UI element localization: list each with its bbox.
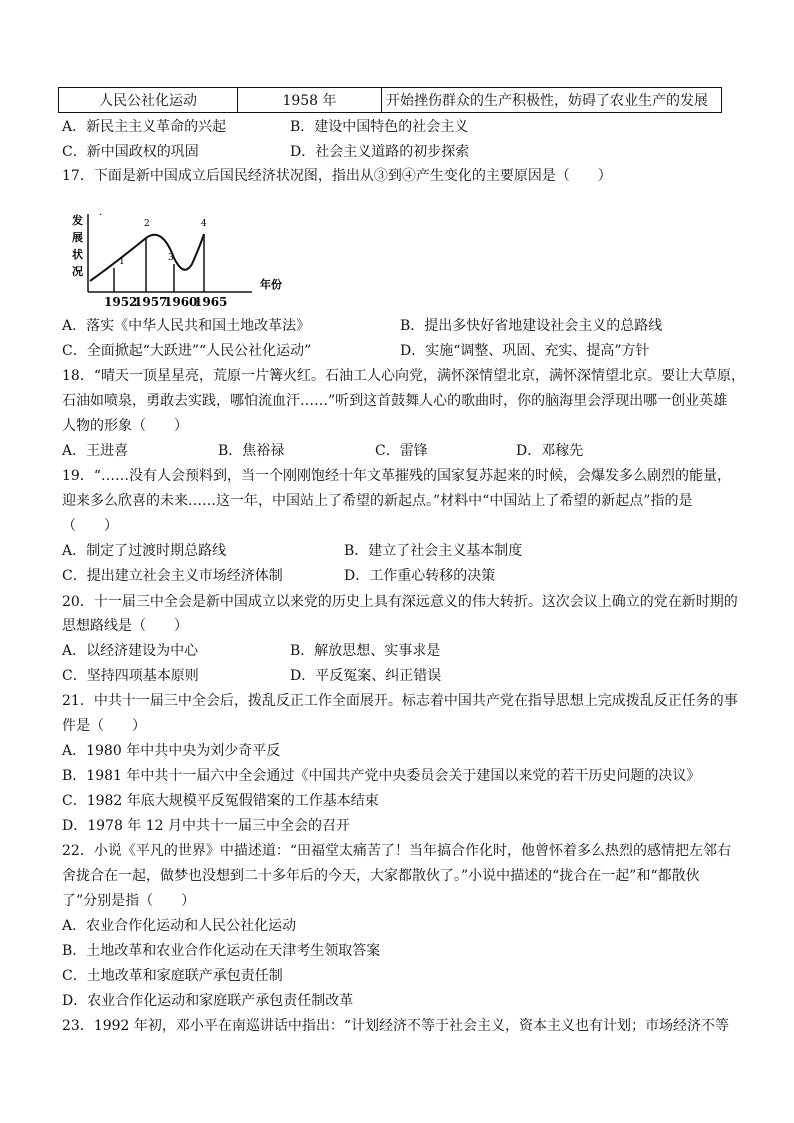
q21-stem-line-1: 21．中共十一届三中全会后，拨乱反正工作全面展开。标志着中国共产党在指导思想上完成拨乱反正任务的事 (62, 693, 738, 709)
q17-option-a[interactable]: A．落实《中华人民共和国土地改革法》 (62, 318, 311, 334)
q20-option-c[interactable]: C．坚持四项基本原则 (62, 668, 199, 684)
q16-option-d[interactable]: D．社会主义道路的初步探索 (290, 144, 470, 160)
q21-option-b[interactable]: B．1981 年中共十一届六中全会通过《中国共产党中央委员会关于建国以来党的若干历史问题的决议》 (62, 768, 701, 784)
table-cell-event: 人民公社化运动 (59, 88, 238, 113)
q21-option-d[interactable]: D．1978 年 12 月中共十一届三中全会的召开 (62, 818, 351, 834)
q22-stem-line-3: 了”分别是指（ ） (62, 893, 196, 909)
q17-option-d[interactable]: D．实施“调整、巩固、充实、提高”方针 (400, 343, 650, 359)
q23-stem-line-1: 23．1992 年初，邓小平在南巡讲话中指出：“计划经济不等于社会主义，资本主义也有计划；市场经济不等 (62, 1018, 730, 1034)
q17-stem: 17．下面是新中国成立后国民经济状况图，指出从③到④产生变化的主要原因是（ ） (62, 168, 612, 184)
q22-option-b[interactable]: B．土地改革和农业合作化运动在天津考生领取答案 (62, 943, 381, 959)
ylabel-char-3: 状 (72, 248, 83, 261)
q20-option-b[interactable]: B．解放思想、实事求是 (290, 643, 441, 659)
q16-option-b[interactable]: B．建设中国特色的社会主义 (290, 119, 469, 135)
tick-label-1952: 1952 (104, 295, 138, 308)
q20-option-d[interactable]: D．平反冤案、纠正错误 (290, 668, 442, 684)
economy-curve (90, 234, 204, 281)
q19-option-c[interactable]: C．提出建立社会主义市场经济体制 (62, 568, 283, 584)
q22-stem-line-2: 舍拢合在一起，做梦也没想到二十多年后的今天，大家都散伙了。”小说中描述的“拢合在一起”和“都散伙 (62, 868, 700, 884)
q21-stem-line-2: 件是（ ） (62, 718, 146, 734)
q20-stem-line-2: 思想路线是（ ） (62, 618, 188, 634)
q18-option-b[interactable]: B．焦裕禄 (218, 443, 285, 459)
q19-stem-line-2: 迎来多么欣喜的未来……这一年，中国站上了希望的新起点。”材料中“中国站上了希望的新起点”指的是 (62, 493, 693, 509)
tick-label-1957: 1957 (134, 295, 168, 308)
q17-option-b[interactable]: B．提出多快好省地建设社会主义的总路线 (400, 318, 663, 334)
q18-stem-line-1: 18．“晴天一顶星星亮，荒原一片篝火红。石油工人心向党，满怀深情望北京，满怀深情望北京。要让大草原， (62, 368, 745, 384)
q22-option-a[interactable]: A．农业合作化运动和人民公社化运动 (62, 918, 297, 934)
tick-label-1965: 1965 (194, 295, 228, 308)
table-row (59, 88, 722, 113)
ylabel-char-2: 展 (72, 231, 83, 244)
q17-option-c[interactable]: C．全面掀起“大跃进”“人民公社化运动” (62, 343, 312, 359)
axis-dot: · (99, 210, 103, 221)
q20-stem-line-1: 20．十一届三中全会是新中国成立以来党的历史上具有深远意义的伟大转折。这次会议上确立的党在新时期的 (62, 594, 738, 610)
q19-option-b[interactable]: B．建立了社会主义基本制度 (344, 543, 523, 559)
q16-option-c[interactable]: C．新中国政权的巩固 (62, 144, 199, 160)
events-table (58, 87, 722, 113)
q22-option-d[interactable]: D．农业合作化运动和家庭联产承包责任制改革 (62, 993, 354, 1009)
q16-option-a[interactable]: A．新民主主义革命的兴起 (62, 119, 227, 135)
ylabel-char-1: 发 (72, 214, 83, 227)
q18-option-a[interactable]: A．王进喜 (62, 443, 129, 459)
q22-stem-line-1: 22．小说《平凡的世界》中描述道：“田福堂太痛苦了！当年搞合作化时，他曾怀着多么热烈的感情把左邻右 (62, 843, 731, 859)
q20-option-a[interactable]: A．以经济建设为中心 (62, 643, 199, 659)
q21-option-c[interactable]: C．1982 年底大规模平反冤假错案的工作基本结束 (62, 793, 379, 809)
tick-label-1960: 1960 (164, 295, 198, 308)
xlabel: 年份 (260, 278, 282, 291)
point-label-1: 1 (119, 257, 125, 267)
q19-stem-line-1: 19．“……没有人会预料到，当一个刚刚饱经十年文革摧残的国家复苏起来的时候，会爆发多么剧烈的能量， (62, 468, 731, 484)
q19-option-d[interactable]: D．工作重心转移的决策 (344, 568, 496, 584)
q19-option-a[interactable]: A．制定了过渡时期总路线 (62, 543, 227, 559)
point-label-3: 3 (168, 253, 174, 263)
q22-option-c[interactable]: C．土地改革和家庭联产承包责任制 (62, 968, 283, 984)
q19-stem-line-3: （ ） (62, 518, 118, 534)
ylabel-char-4: 况 (72, 265, 83, 278)
point-label-4: 4 (201, 219, 207, 229)
q18-option-d[interactable]: D．邓稼先 (516, 443, 584, 459)
table-cell-year: 1958 年 (238, 88, 382, 113)
point-label-2: 2 (144, 219, 150, 229)
q18-stem-line-2: 石油如喷泉，勇敢去实践，哪怕流血汗……”听到这首鼓舞人心的歌曲时，你的脑海里会浮现出哪一创业英雄 (62, 393, 728, 409)
table-cell-effect: 开始挫伤群众的生产积极性，妨碍了农业生产的发展 (382, 88, 722, 113)
q18-option-c[interactable]: C．雷锋 (375, 443, 428, 459)
economy-line-chart (64, 206, 304, 308)
q21-option-a[interactable]: A．1980 年中共中央为刘少奇平反 (62, 743, 281, 759)
q18-stem-line-3: 人物的形象（ ） (62, 418, 188, 434)
